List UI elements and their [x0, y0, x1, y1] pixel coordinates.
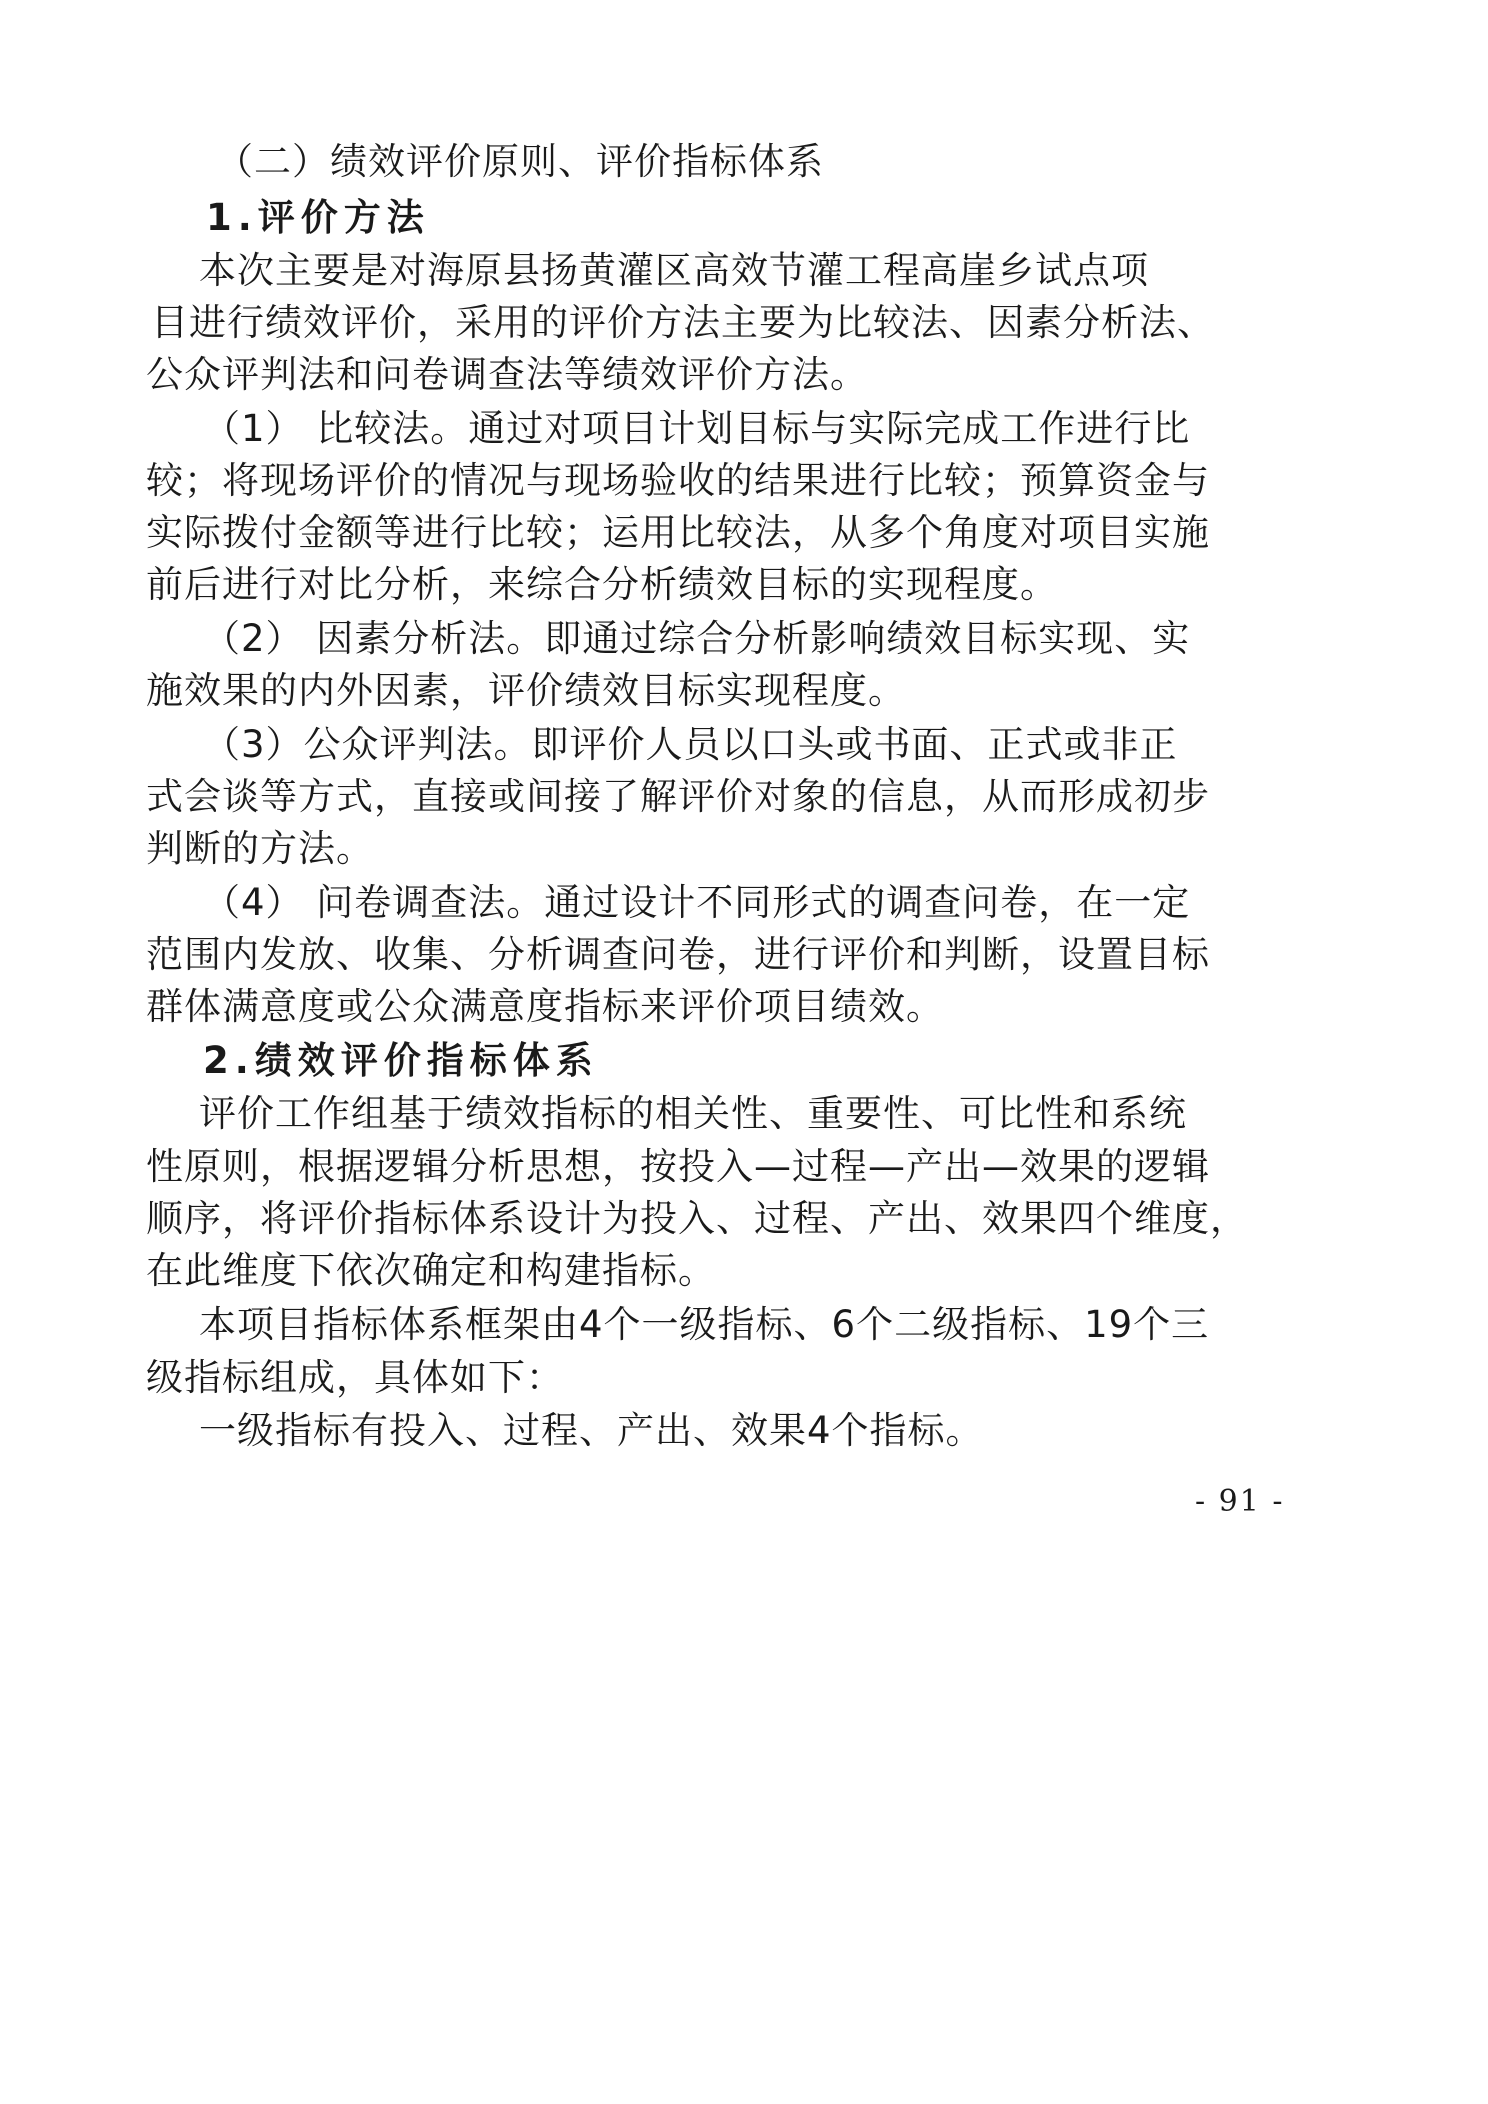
page-number: - 91 -	[1195, 1484, 1285, 1519]
intro-line-2: 目进行绩效评价，采用的评价方法主要为比较法、因素分析法、	[151, 301, 1215, 344]
method4-line-1: （4） 问卷调查法。通过设计不同形式的调查问卷，在一定	[203, 881, 1191, 924]
framework-line-1: 本项目指标体系框架由4个一级指标、6个二级指标、19个三	[199, 1303, 1210, 1346]
indicator-heading: 2.绩效评价指标体系	[203, 1039, 599, 1082]
indicator-line-4: 在此维度下依次确定和构建指标。	[146, 1249, 716, 1292]
indicator-line-2: 性原则，根据逻辑分析思想，按投入—过程—产出—效果的逻辑	[146, 1145, 1210, 1188]
indicator-line-1: 评价工作组基于绩效指标的相关性、重要性、可比性和系统	[199, 1092, 1187, 1135]
method1-line-3: 实际拨付金额等进行比较；运用比较法，从多个角度对项目实施	[146, 511, 1210, 554]
method1-line-4: 前后进行对比分析，来综合分析绩效目标的实现程度。	[146, 563, 1058, 606]
method4-line-3: 群体满意度或公众满意度指标来评价项目绩效。	[146, 985, 944, 1028]
method4-line-2: 范围内发放、收集、分析调查问卷，进行评价和判断，设置目标	[146, 933, 1210, 976]
method-heading: 1.评价方法	[206, 196, 430, 239]
method1-line-1: （1） 比较法。通过对项目计划目标与实际完成工作进行比	[203, 407, 1191, 450]
section-heading: （二）绩效评价原则、评价指标体系	[216, 140, 824, 183]
first-level-indicator-line: 一级指标有投入、过程、产出、效果4个指标。	[199, 1409, 984, 1452]
indicator-line-3: 顺序，将评价指标体系设计为投入、过程、产出、效果四个维度，	[146, 1197, 1248, 1240]
method2-line-1: （2） 因素分析法。即通过综合分析影响绩效目标实现、实	[203, 617, 1191, 660]
method3-line-3: 判断的方法。	[146, 827, 374, 870]
method3-line-2: 式会谈等方式，直接或间接了解评价对象的信息，从而形成初步	[146, 775, 1210, 818]
framework-line-2: 级指标组成，具体如下：	[146, 1356, 564, 1399]
method3-line-1: （3）公众评判法。即评价人员以口头或书面、正式或非正	[203, 723, 1178, 766]
method1-line-2: 较；将现场评价的情况与现场验收的结果进行比较；预算资金与	[146, 459, 1210, 502]
intro-line-3: 公众评判法和问卷调查法等绩效评价方法。	[146, 353, 868, 396]
intro-line-1: 本次主要是对海原县扬黄灌区高效节灌工程高崖乡试点项	[199, 249, 1149, 292]
method2-line-2: 施效果的内外因素，评价绩效目标实现程度。	[146, 669, 906, 712]
